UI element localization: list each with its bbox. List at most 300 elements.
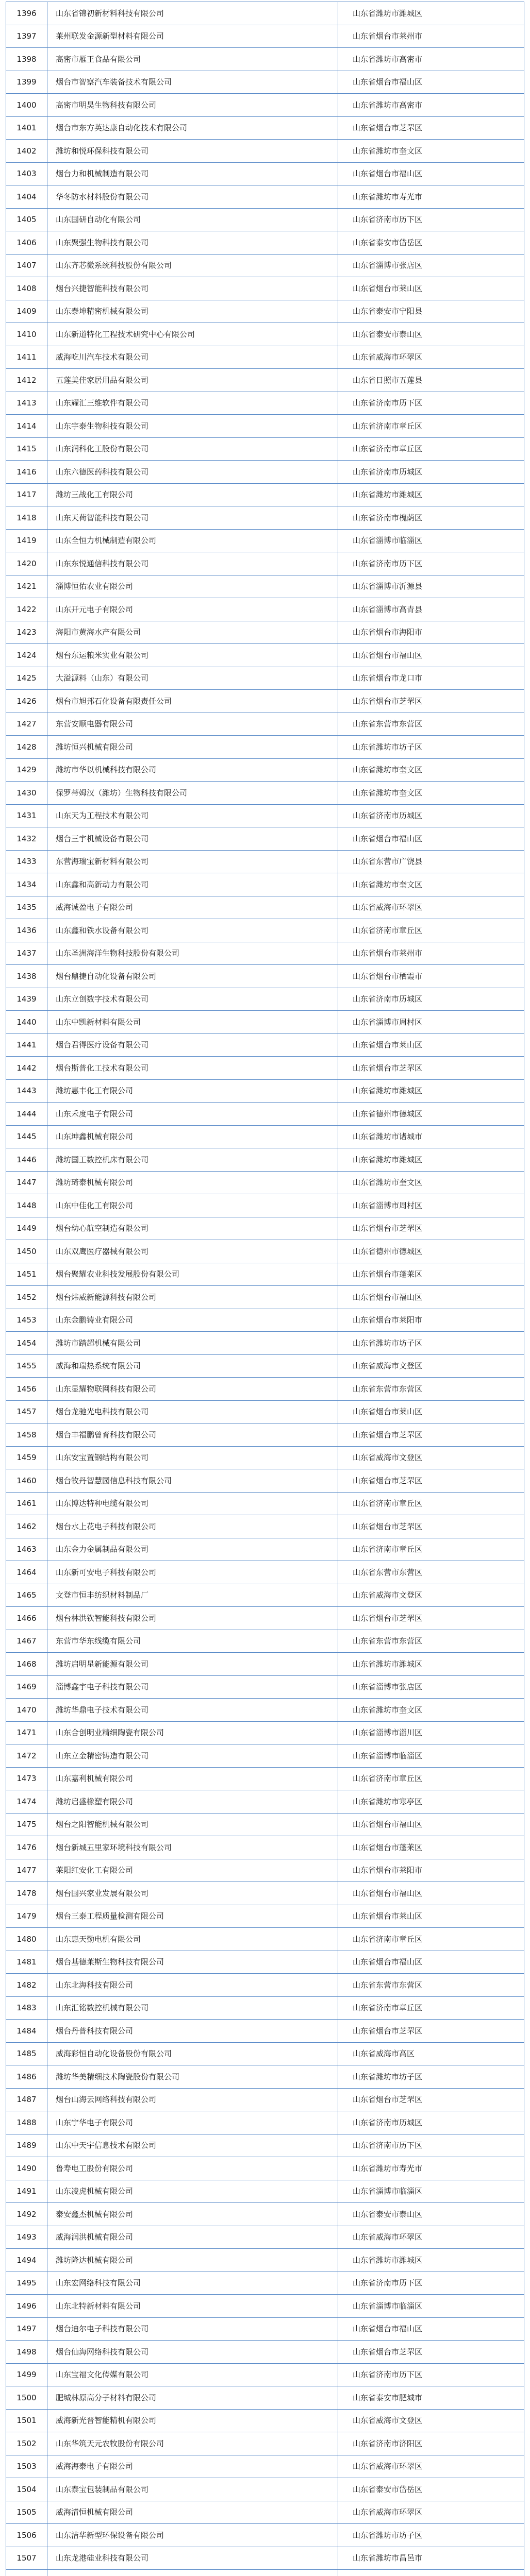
region-cell: 山东省烟台市芝罘区 bbox=[338, 2020, 524, 2043]
region-cell: 山东省烟台市芝罘区 bbox=[338, 1469, 524, 1493]
company-name-cell: 烟台林洪钦智能科技有限公司 bbox=[47, 1607, 338, 1630]
table-row bbox=[6, 369, 524, 392]
region-cell: 山东省烟台市福山区 bbox=[338, 162, 524, 185]
row-number-cell: 1483 bbox=[6, 1996, 47, 2020]
region-cell: 山东省淄博市临淄区 bbox=[338, 1744, 524, 1768]
table-row bbox=[6, 2317, 524, 2341]
company-name-cell: 烟台幼心航空制造有限公司 bbox=[47, 1217, 338, 1240]
company-name-cell: 山东天荷智能科技有限公司 bbox=[47, 506, 338, 530]
company-name-cell: 山东天为工程技术有限公司 bbox=[47, 804, 338, 827]
company-name-cell: 大溢源料（山东）有限公司 bbox=[47, 667, 338, 690]
table-row bbox=[6, 506, 524, 530]
table-row bbox=[6, 621, 524, 644]
table-row bbox=[6, 1836, 524, 1859]
row-number-cell: 1473 bbox=[6, 1767, 47, 1790]
company-name-cell: 潍坊市华以机械科技有限公司 bbox=[47, 758, 338, 782]
region-cell: 山东省济南市历城区 bbox=[338, 461, 524, 484]
company-name-cell: 潍坊和悦环保科技有限公司 bbox=[47, 140, 338, 163]
row-number-cell: 1422 bbox=[6, 598, 47, 621]
company-name-cell: 烟台丹普科技有限公司 bbox=[47, 2020, 338, 2043]
company-name-cell: 山东洁华新型环保设备有限公司 bbox=[47, 2524, 338, 2547]
company-name-cell: 山东全恒力机械制造有限公司 bbox=[47, 529, 338, 552]
table-row bbox=[6, 782, 524, 805]
row-number-cell: 1430 bbox=[6, 782, 47, 805]
company-name-cell: 威海海泰电子有限公司 bbox=[47, 2455, 338, 2478]
company-name-cell: 山东惠天勤电机有限公司 bbox=[47, 1928, 338, 1951]
region-cell: 山东省烟台市福山区 bbox=[338, 71, 524, 94]
row-number-cell: 1410 bbox=[6, 323, 47, 346]
table-row bbox=[6, 2157, 524, 2180]
region-cell: 山东省威海市文登区 bbox=[338, 1584, 524, 1607]
region-cell: 山东省济南市历下区 bbox=[338, 552, 524, 575]
region-cell: 山东省烟台市蓬莱区 bbox=[338, 1836, 524, 1859]
table-row bbox=[6, 1653, 524, 1676]
region-cell: 山东省烟台市芝罘区 bbox=[338, 1515, 524, 1538]
company-name-cell: 山东宝福文化传媒有限公司 bbox=[47, 2363, 338, 2386]
company-name-cell: 东营安顺电器有限公司 bbox=[47, 713, 338, 736]
row-number-cell: 1440 bbox=[6, 1011, 47, 1034]
table-row bbox=[6, 1561, 524, 1584]
table-row bbox=[6, 392, 524, 415]
table-row bbox=[6, 1699, 524, 1722]
row-number-cell: 1495 bbox=[6, 2272, 47, 2295]
region-cell: 山东省威海市环翠区 bbox=[338, 896, 524, 919]
company-name-cell: 山东耀汇三维软件有限公司 bbox=[47, 392, 338, 415]
row-number-cell: 1409 bbox=[6, 300, 47, 323]
row-number-cell: 1467 bbox=[6, 1630, 47, 1653]
region-cell: 山东省潍坊市坊子区 bbox=[338, 736, 524, 759]
company-name-cell: 山东安宝置钢结构有限公司 bbox=[47, 1446, 338, 1469]
table-row bbox=[6, 2501, 524, 2524]
row-number-cell: 1418 bbox=[6, 506, 47, 530]
table-row bbox=[6, 1309, 524, 1332]
table-row bbox=[6, 140, 524, 163]
table-row bbox=[6, 2042, 524, 2065]
company-name-cell: 山东博达特种电缆有限公司 bbox=[47, 1492, 338, 1515]
region-cell: 山东省淄博市临淄区 bbox=[338, 2295, 524, 2318]
company-name-cell: 山东北特新材料有限公司 bbox=[47, 2295, 338, 2318]
row-number-cell: 1454 bbox=[6, 1332, 47, 1355]
company-name-cell: 潍坊市踏超机械有限公司 bbox=[47, 1332, 338, 1355]
row-number-cell: 1504 bbox=[6, 2478, 47, 2501]
company-name-cell: 山东宇泰生物科技有限公司 bbox=[47, 415, 338, 438]
region-cell: 山东省潍坊市寒亭区 bbox=[338, 1790, 524, 1814]
company-name-cell: 山东省锦初新材料科技有限公司 bbox=[47, 2, 338, 25]
row-number-cell: 1497 bbox=[6, 2317, 47, 2341]
region-cell: 山东省烟台市龙口市 bbox=[338, 667, 524, 690]
company-name-cell: 烟台力和机械制造有限公司 bbox=[47, 162, 338, 185]
table-body bbox=[6, 2, 524, 2576]
table-row bbox=[6, 690, 524, 713]
company-name-cell: 烟台国兴家业发展有限公司 bbox=[47, 1882, 338, 1905]
row-number-cell: 1419 bbox=[6, 529, 47, 552]
company-name-cell: 烟台三宇机械设备有限公司 bbox=[47, 827, 338, 851]
table-row bbox=[6, 208, 524, 231]
company-name-cell: 烟台鼎捷自动化设备有限公司 bbox=[47, 965, 338, 988]
table-row bbox=[6, 300, 524, 323]
row-number-cell: 1434 bbox=[6, 873, 47, 896]
region-cell: 山东省烟台市莱山区 bbox=[338, 1400, 524, 1423]
company-name-cell: 山东立创数字技术有限公司 bbox=[47, 988, 338, 1011]
region-cell: 山东省潍坊市潍城区 bbox=[338, 2249, 524, 2272]
table-row bbox=[6, 1859, 524, 1882]
company-name-cell: 烟台丰福鹏曾育科技有限公司 bbox=[47, 1423, 338, 1447]
row-number-cell: 1480 bbox=[6, 1928, 47, 1951]
row-number-cell: 1477 bbox=[6, 1859, 47, 1882]
table-row bbox=[6, 162, 524, 185]
company-name-cell: 山东龙港硅业科技有限公司 bbox=[47, 2547, 338, 2570]
row-number-cell: 1402 bbox=[6, 140, 47, 163]
table-row bbox=[6, 116, 524, 140]
company-name-cell: 潍坊琦泰机械有限公司 bbox=[47, 1171, 338, 1194]
region-cell: 山东省烟台市莱山区 bbox=[338, 1033, 524, 1057]
region-cell: 山东省烟台市芝罘区 bbox=[338, 1217, 524, 1240]
company-name-cell: 山东中凯新材料有限公司 bbox=[47, 1011, 338, 1034]
row-number-cell: 1498 bbox=[6, 2341, 47, 2364]
region-cell: 山东省济南市章丘区 bbox=[338, 437, 524, 461]
region-cell bbox=[338, 2570, 524, 2576]
table-row bbox=[6, 1951, 524, 1974]
company-name-cell: 威海彩恒自动化设备股份有限公司 bbox=[47, 2042, 338, 2065]
region-cell: 山东省济南市历下区 bbox=[338, 2272, 524, 2295]
table-row bbox=[6, 71, 524, 94]
company-name-cell: 烟台市智察汽车装备技术有限公司 bbox=[47, 71, 338, 94]
table-row bbox=[6, 2547, 524, 2570]
table-row bbox=[6, 1400, 524, 1423]
company-name-cell: 烟台斯普化工技术有限公司 bbox=[47, 1057, 338, 1080]
row-number-cell: 1401 bbox=[6, 116, 47, 140]
region-cell: 山东省济南市章丘区 bbox=[338, 1492, 524, 1515]
region-cell: 山东省潍坊市潍城区 bbox=[338, 483, 524, 506]
row-number-cell: 1438 bbox=[6, 965, 47, 988]
region-cell: 山东省泰安市泰山区 bbox=[338, 323, 524, 346]
row-number-cell: 1447 bbox=[6, 1171, 47, 1194]
company-name-cell: 鲁寿电工股份有限公司 bbox=[47, 2157, 338, 2180]
company-name-cell: 潍坊启盛橡塑有限公司 bbox=[47, 1790, 338, 1814]
row-number-cell: 1455 bbox=[6, 1354, 47, 1378]
region-cell: 山东省威海市文登区 bbox=[338, 1446, 524, 1469]
company-name-cell: 威海和瑞热系统有限公司 bbox=[47, 1354, 338, 1378]
company-name-cell: 山东圣洲海洋生物科技股份有限公司 bbox=[47, 942, 338, 965]
table-row bbox=[6, 850, 524, 873]
company-name-cell: 山东金鹏铸业有限公司 bbox=[47, 1309, 338, 1332]
row-number-cell: 1466 bbox=[6, 1607, 47, 1630]
company-name-cell: 肥城林原高分子材料有限公司 bbox=[47, 2386, 338, 2410]
company-name-cell: 威海润洪机械有限公司 bbox=[47, 2226, 338, 2249]
region-cell: 山东省济南市历城区 bbox=[338, 2111, 524, 2134]
table-row bbox=[6, 2111, 524, 2134]
table-row bbox=[6, 2249, 524, 2272]
region-cell: 山东省威海市环翠区 bbox=[338, 346, 524, 369]
region-cell: 山东省潍坊市坊子区 bbox=[338, 2524, 524, 2547]
company-name-cell: 高密市明昊生物科技有限公司 bbox=[47, 94, 338, 117]
company-name-cell: 山东坤鑫机械有限公司 bbox=[47, 1125, 338, 1148]
region-cell: 山东省烟台市福山区 bbox=[338, 1286, 524, 1309]
table-row bbox=[6, 1446, 524, 1469]
table-row bbox=[6, 1240, 524, 1263]
table-row bbox=[6, 1469, 524, 1493]
table-row bbox=[6, 231, 524, 255]
company-name-cell: 烟台牧丹智慧园信息科技有限公司 bbox=[47, 1469, 338, 1493]
table-row bbox=[6, 1905, 524, 1928]
row-number-cell: 1474 bbox=[6, 1790, 47, 1814]
table-row bbox=[6, 1423, 524, 1447]
company-name-cell: 高密市雁王食品有限公司 bbox=[47, 48, 338, 71]
table-row bbox=[6, 552, 524, 575]
company-name-cell: 东营市华东线缆有限公司 bbox=[47, 1630, 338, 1653]
region-cell: 山东省淄博市淄川区 bbox=[338, 1721, 524, 1744]
company-name-cell: 烟台市东方英达康自动化技术有限公司 bbox=[47, 116, 338, 140]
enterprise-list-table bbox=[6, 2, 524, 2576]
company-name-cell: 华冬防水材料股份有限公司 bbox=[47, 185, 338, 209]
row-number-cell: 1432 bbox=[6, 827, 47, 851]
table-row bbox=[6, 644, 524, 667]
table-row bbox=[6, 598, 524, 621]
row-number-cell: 1472 bbox=[6, 1744, 47, 1768]
company-name-cell: 东营海瑞宝新材料有限公司 bbox=[47, 850, 338, 873]
region-cell: 山东省泰安市宁阳县 bbox=[338, 300, 524, 323]
region-cell: 山东省威海市环翠区 bbox=[338, 2455, 524, 2478]
company-name-cell: 文登市恒丰纺织材料制品厂 bbox=[47, 1584, 338, 1607]
table-row bbox=[6, 461, 524, 484]
region-cell: 山东省潍坊市奎文区 bbox=[338, 140, 524, 163]
row-number-cell: 1492 bbox=[6, 2203, 47, 2226]
row-number-cell: 1482 bbox=[6, 1974, 47, 1997]
row-number-cell: 1404 bbox=[6, 185, 47, 209]
company-name-cell: 烟台之阳智能机械有限公司 bbox=[47, 1813, 338, 1836]
region-cell: 山东省烟台市芝罘区 bbox=[338, 1057, 524, 1080]
table-row bbox=[6, 1378, 524, 1401]
row-number-cell: 1503 bbox=[6, 2455, 47, 2478]
table-row bbox=[6, 2226, 524, 2249]
region-cell: 山东省淄博市临淄区 bbox=[338, 2180, 524, 2203]
company-name-cell: 山东国研自动化有限公司 bbox=[47, 208, 338, 231]
table-row bbox=[6, 2363, 524, 2386]
region-cell: 山东省潍坊市昌邑市 bbox=[338, 2547, 524, 2570]
row-number-cell: 1400 bbox=[6, 94, 47, 117]
company-name-cell: 烟台仙海网络科技有限公司 bbox=[47, 2341, 338, 2364]
table-row bbox=[6, 758, 524, 782]
table-row bbox=[6, 2065, 524, 2089]
company-name-cell: 山东华筑天元农牧股份有限公司 bbox=[47, 2432, 338, 2455]
row-number-cell: 1488 bbox=[6, 2111, 47, 2134]
row-number-cell: 1481 bbox=[6, 1951, 47, 1974]
table-row bbox=[6, 2180, 524, 2203]
row-number-cell: 1461 bbox=[6, 1492, 47, 1515]
region-cell: 山东省潍坊市奎文区 bbox=[338, 1699, 524, 1722]
row-number-cell: 1399 bbox=[6, 71, 47, 94]
row-number-cell: 1445 bbox=[6, 1125, 47, 1148]
region-cell: 山东省潍坊市奎文区 bbox=[338, 1171, 524, 1194]
row-number-cell bbox=[6, 2570, 47, 2576]
table-row bbox=[6, 1675, 524, 1699]
table-row bbox=[6, 988, 524, 1011]
region-cell: 山东省威海市环翠区 bbox=[338, 2501, 524, 2524]
row-number-cell: 1414 bbox=[6, 415, 47, 438]
company-name-cell: 山东新道特化工程技术研究中心有限公司 bbox=[47, 323, 338, 346]
row-number-cell: 1421 bbox=[6, 575, 47, 598]
row-number-cell: 1490 bbox=[6, 2157, 47, 2180]
company-name-cell: 潍坊国工数控机床有限公司 bbox=[47, 1148, 338, 1172]
table-row bbox=[6, 1996, 524, 2020]
region-cell: 山东省烟台市海阳市 bbox=[338, 621, 524, 644]
row-number-cell: 1470 bbox=[6, 1699, 47, 1722]
row-number-cell: 1496 bbox=[6, 2295, 47, 2318]
region-cell: 山东省德州市德城区 bbox=[338, 1240, 524, 1263]
row-number-cell: 1459 bbox=[6, 1446, 47, 1469]
region-cell: 山东省烟台市芝罘区 bbox=[338, 2088, 524, 2111]
row-number-cell: 1485 bbox=[6, 2042, 47, 2065]
table-row bbox=[6, 1721, 524, 1744]
region-cell: 山东省济南市章丘区 bbox=[338, 1996, 524, 2020]
table-row bbox=[6, 185, 524, 209]
region-cell: 山东省潍坊市寿光市 bbox=[338, 2157, 524, 2180]
company-name-cell: 潍坊恒兴机械有限公司 bbox=[47, 736, 338, 759]
company-name-cell: 烟台新城五里家环境科技有限公司 bbox=[47, 1836, 338, 1859]
region-cell: 山东省潍坊市潍城区 bbox=[338, 1653, 524, 1676]
table-row bbox=[6, 483, 524, 506]
company-name-cell: 山东泰坤精密机械有限公司 bbox=[47, 300, 338, 323]
table-row bbox=[6, 1584, 524, 1607]
company-name-cell: 莱阳红安化工有限公司 bbox=[47, 1859, 338, 1882]
table-row bbox=[6, 1928, 524, 1951]
company-name-cell: 山东中佳化工有限公司 bbox=[47, 1194, 338, 1217]
table-row bbox=[6, 1286, 524, 1309]
row-number-cell: 1460 bbox=[6, 1469, 47, 1493]
row-number-cell: 1420 bbox=[6, 552, 47, 575]
table-row bbox=[6, 1974, 524, 1997]
region-cell: 山东省潍坊市坊子区 bbox=[338, 1332, 524, 1355]
company-name-cell: 山东北海科技有限公司 bbox=[47, 1974, 338, 1997]
company-name-cell: 潍坊三战化工有限公司 bbox=[47, 483, 338, 506]
region-cell: 山东省淄博市张店区 bbox=[338, 1675, 524, 1699]
table-row bbox=[6, 2478, 524, 2501]
region-cell: 山东省淄博市周村区 bbox=[338, 1194, 524, 1217]
region-cell: 山东省潍坊市潍城区 bbox=[338, 1079, 524, 1103]
company-name-cell: 潍坊华美精细技术陶瓷股份有限公司 bbox=[47, 2065, 338, 2089]
company-name-cell: 烟台山海云网络科技有限公司 bbox=[47, 2088, 338, 2111]
region-cell: 山东省淄博市沂源县 bbox=[338, 575, 524, 598]
row-number-cell: 1448 bbox=[6, 1194, 47, 1217]
region-cell: 山东省济南市章丘区 bbox=[338, 1538, 524, 1561]
region-cell: 山东省济南市济阳区 bbox=[338, 2432, 524, 2455]
table-row bbox=[6, 48, 524, 71]
company-name-cell: 泰安鑫杰机械有限公司 bbox=[47, 2203, 338, 2226]
company-name-cell: 潍坊启明星新能源有限公司 bbox=[47, 1653, 338, 1676]
row-number-cell: 1427 bbox=[6, 713, 47, 736]
region-cell: 山东省淄博市临淄区 bbox=[338, 529, 524, 552]
company-name-cell: 山东立金精密铸造有限公司 bbox=[47, 1744, 338, 1768]
row-number-cell: 1412 bbox=[6, 369, 47, 392]
region-cell: 山东省潍坊市奎文区 bbox=[338, 758, 524, 782]
row-number-cell: 1499 bbox=[6, 2363, 47, 2386]
row-number-cell: 1494 bbox=[6, 2249, 47, 2272]
row-number-cell: 1452 bbox=[6, 1286, 47, 1309]
region-cell: 山东省德州市德城区 bbox=[338, 1103, 524, 1126]
row-number-cell: 1403 bbox=[6, 162, 47, 185]
region-cell: 山东省烟台市蓬莱区 bbox=[338, 1263, 524, 1286]
company-name-cell: 山东润科化工股份有限公司 bbox=[47, 437, 338, 461]
row-number-cell: 1406 bbox=[6, 231, 47, 255]
row-number-cell: 1484 bbox=[6, 2020, 47, 2043]
row-number-cell: 1411 bbox=[6, 346, 47, 369]
region-cell: 山东省日照市五莲县 bbox=[338, 369, 524, 392]
row-number-cell: 1456 bbox=[6, 1378, 47, 1401]
region-cell: 山东省烟台市莱山区 bbox=[338, 277, 524, 300]
table-row bbox=[6, 323, 524, 346]
company-name-cell: 威海清恒机械有限公司 bbox=[47, 2501, 338, 2524]
company-name-cell: 烟台三泰工程质量检测有限公司 bbox=[47, 1905, 338, 1928]
region-cell: 山东省济南市历城区 bbox=[338, 988, 524, 1011]
table-row bbox=[6, 2020, 524, 2043]
row-number-cell: 1487 bbox=[6, 2088, 47, 2111]
company-name-cell: 威海诚盈电子有限公司 bbox=[47, 896, 338, 919]
table-row bbox=[6, 437, 524, 461]
region-cell: 山东省济南市章丘区 bbox=[338, 1928, 524, 1951]
table-row bbox=[6, 2, 524, 25]
region-cell: 山东省济南市章丘区 bbox=[338, 415, 524, 438]
row-number-cell: 1398 bbox=[6, 48, 47, 71]
region-cell: 山东省济南市历下区 bbox=[338, 208, 524, 231]
company-name-cell: 烟台兴捷智能科技有限公司 bbox=[47, 277, 338, 300]
region-cell: 山东省烟台市芝罘区 bbox=[338, 1423, 524, 1447]
region-cell: 山东省潍坊市潍城区 bbox=[338, 2, 524, 25]
row-number-cell: 1429 bbox=[6, 758, 47, 782]
company-name-cell: 山东中天宇信息技术有限公司 bbox=[47, 2134, 338, 2157]
table-row bbox=[6, 346, 524, 369]
company-name-cell: 烟台东运粮米实业有限公司 bbox=[47, 644, 338, 667]
region-cell: 山东省东营市东营区 bbox=[338, 1630, 524, 1653]
row-number-cell: 1451 bbox=[6, 1263, 47, 1286]
region-cell: 山东省烟台市福山区 bbox=[338, 1813, 524, 1836]
company-name-cell: 烟台君得医疗设备有限公司 bbox=[47, 1033, 338, 1057]
row-number-cell: 1493 bbox=[6, 2226, 47, 2249]
table-row bbox=[6, 94, 524, 117]
row-number-cell: 1457 bbox=[6, 1400, 47, 1423]
row-number-cell: 1458 bbox=[6, 1423, 47, 1447]
region-cell: 山东省烟台市福山区 bbox=[338, 644, 524, 667]
company-name-cell: 山东嘉利机械有限公司 bbox=[47, 1767, 338, 1790]
row-number-cell: 1506 bbox=[6, 2524, 47, 2547]
region-cell: 山东省威海市文登区 bbox=[338, 2409, 524, 2432]
row-number-cell: 1471 bbox=[6, 1721, 47, 1744]
row-number-cell: 1453 bbox=[6, 1309, 47, 1332]
row-number-cell: 1462 bbox=[6, 1515, 47, 1538]
row-number-cell: 1435 bbox=[6, 896, 47, 919]
table-row bbox=[6, 1148, 524, 1172]
row-number-cell: 1423 bbox=[6, 621, 47, 644]
company-name-cell: 山东显耀物联网科技有限公司 bbox=[47, 1378, 338, 1401]
table-row bbox=[6, 667, 524, 690]
table-row bbox=[6, 1103, 524, 1126]
table-row bbox=[6, 2295, 524, 2318]
company-name-cell: 五莲美佳家居用品有限公司 bbox=[47, 369, 338, 392]
company-name-cell: 山东合创明业精细陶瓷有限公司 bbox=[47, 1721, 338, 1744]
row-number-cell: 1436 bbox=[6, 919, 47, 942]
company-name-cell: 山东新可安电子科技有限公司 bbox=[47, 1561, 338, 1584]
company-name-cell: 山东禾度电子有限公司 bbox=[47, 1103, 338, 1126]
region-cell: 山东省潍坊市高密市 bbox=[338, 48, 524, 71]
table-row bbox=[6, 1767, 524, 1790]
company-name-cell: 山东六德医药科技有限公司 bbox=[47, 461, 338, 484]
table-row bbox=[6, 1607, 524, 1630]
table-row bbox=[6, 1171, 524, 1194]
row-number-cell: 1468 bbox=[6, 1653, 47, 1676]
row-number-cell: 1443 bbox=[6, 1079, 47, 1103]
region-cell: 山东省淄博市张店区 bbox=[338, 254, 524, 277]
table-row bbox=[6, 1515, 524, 1538]
company-name-cell: 山东宏网络科技有限公司 bbox=[47, 2272, 338, 2295]
